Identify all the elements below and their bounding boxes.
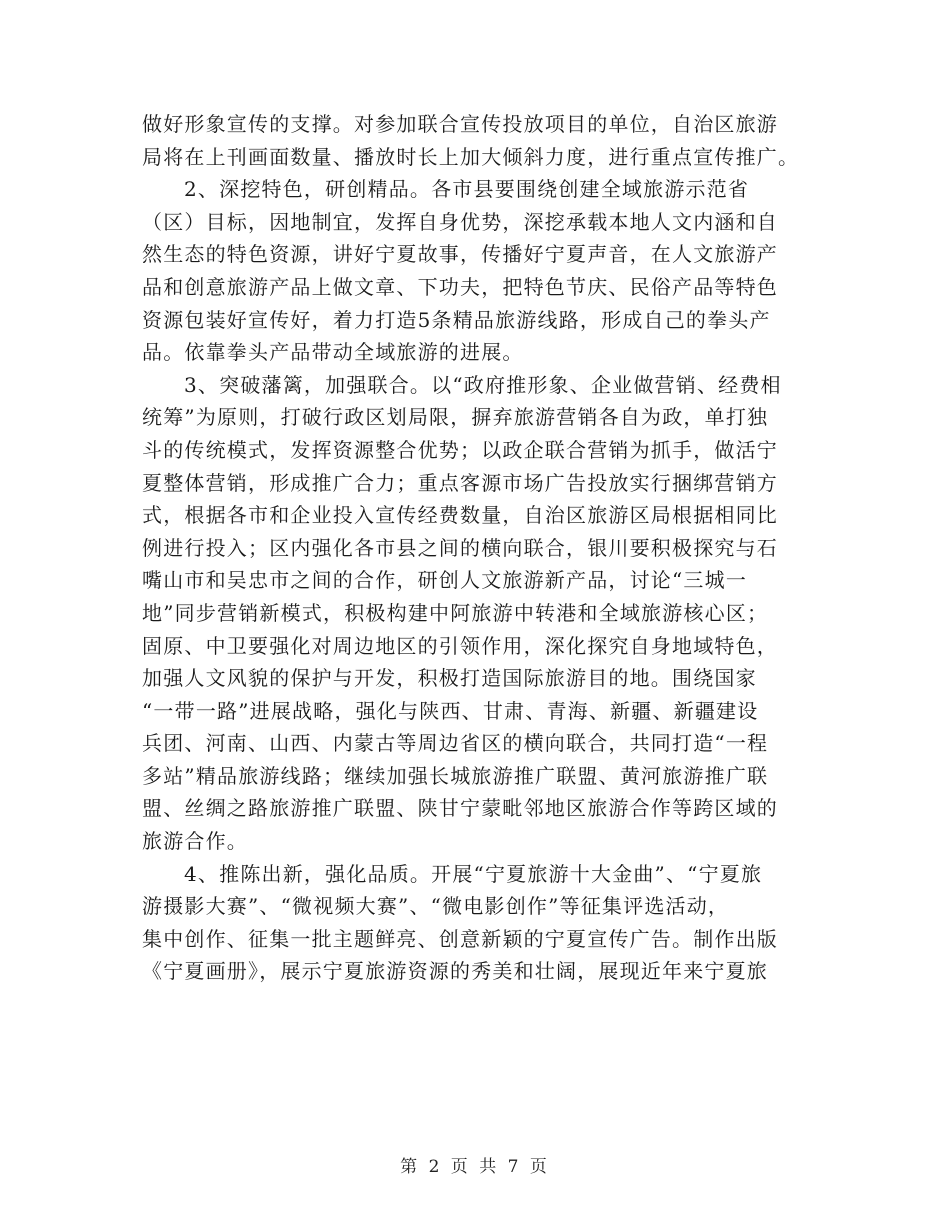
text-line: 加强人文风貌的保护与开发，积极打造国际旅游目的地。围绕国家 [142, 666, 757, 691]
text-line: 盟、丝绸之路旅游推广联盟、陕甘宁蒙毗邻地区旅游合作等跨区域的 [142, 796, 778, 821]
text-line: 斗的传统模式，发挥资源整合优势；以政企联合营销为抓手，做活宁 [142, 437, 778, 462]
text-line: 地”同步营销新模式，积极构建中阿旅游中转港和全域旅游核心区； [142, 600, 769, 625]
text-line: 局将在上刊画面数量、播放时长上加大倾斜力度，进行重点宣传推广。 [142, 144, 800, 169]
text-line: 嘴山市和吴忠市之间的合作，研创人文旅游新产品，讨论“三城一 [142, 568, 748, 593]
text-line: “一带一路”进展战略，强化与陕西、甘肃、青海、新疆、新疆建设 [142, 698, 759, 723]
text-line: 游摄影大赛”、“微视频大赛”、“微电影创作”等征集评选活动， [142, 894, 730, 919]
text-line: 品。依靠拳头产品带动全域旅游的进展。 [142, 340, 524, 365]
text-line: 集中创作、征集一批主题鲜亮、创意新颖的宁夏宣传广告。制作出版 [142, 926, 778, 951]
text-line: 旅游合作。 [142, 829, 248, 854]
text-line: 例进行投入；区内强化各市县之间的横向联合，银川要积极探究与石 [142, 535, 778, 560]
text-line: 4、推陈出新，强化品质。开展“宁夏旅游十大金曲”、“宁夏旅 [184, 861, 763, 886]
text-line: 式，根据各市和企业投入宣传经费数量，自治区旅游区局根据相同比 [142, 503, 778, 528]
text-line: （区）目标，因地制宜，发挥自身优势，深挖承载本地人文内涵和自 [142, 209, 778, 234]
text-line: 然生态的特色资源，讲好宁夏故事，传播好宁夏声音，在人文旅游产 [142, 242, 778, 267]
text-line: 夏整体营销，形成推广合力；重点客源市场广告投放实行捆绑营销方 [142, 470, 778, 495]
text-line: 固原、中卫要强化对周边地区的引领作用，深化探究自身地域特色， [142, 633, 778, 658]
text-line: 统筹”为原则，打破行政区划局限，摒弃旅游营销各自为政，单打独 [142, 405, 769, 430]
text-line: 品和创意旅游产品上做文章、下功夫，把特色节庆、民俗产品等特色 [142, 274, 778, 299]
document-body [142, 108, 802, 988]
text-line: 资源包装好宣传好，着力打造5条精品旅游线路，形成自己的拳头产 [142, 307, 771, 332]
text-line: 《宁夏画册》，展示宁夏旅游资源的秀美和壮阔，展现近年来宁夏旅 [142, 959, 768, 984]
text-line: 做好形象宣传的支撑。对参加联合宣传投放项目的单位，自治区旅游 [142, 112, 778, 136]
text-line: 多站”精品旅游线路；继续加强长城旅游推广联盟、黄河旅游推广联 [142, 763, 769, 788]
text-line: 兵团、河南、山西、内蒙古等周边省区的横向联合，共同打造“一程 [142, 731, 769, 756]
text-line: 2、深挖特色，研创精品。各市县要围绕创建全域旅游示范省 [184, 177, 750, 202]
text-line: 3、突破藩篱，加强联合。以“政府推形象、企业做营销、经费相 [184, 372, 782, 397]
page-number-footer: 第 2 页 共 7 页 [400, 1157, 550, 1177]
